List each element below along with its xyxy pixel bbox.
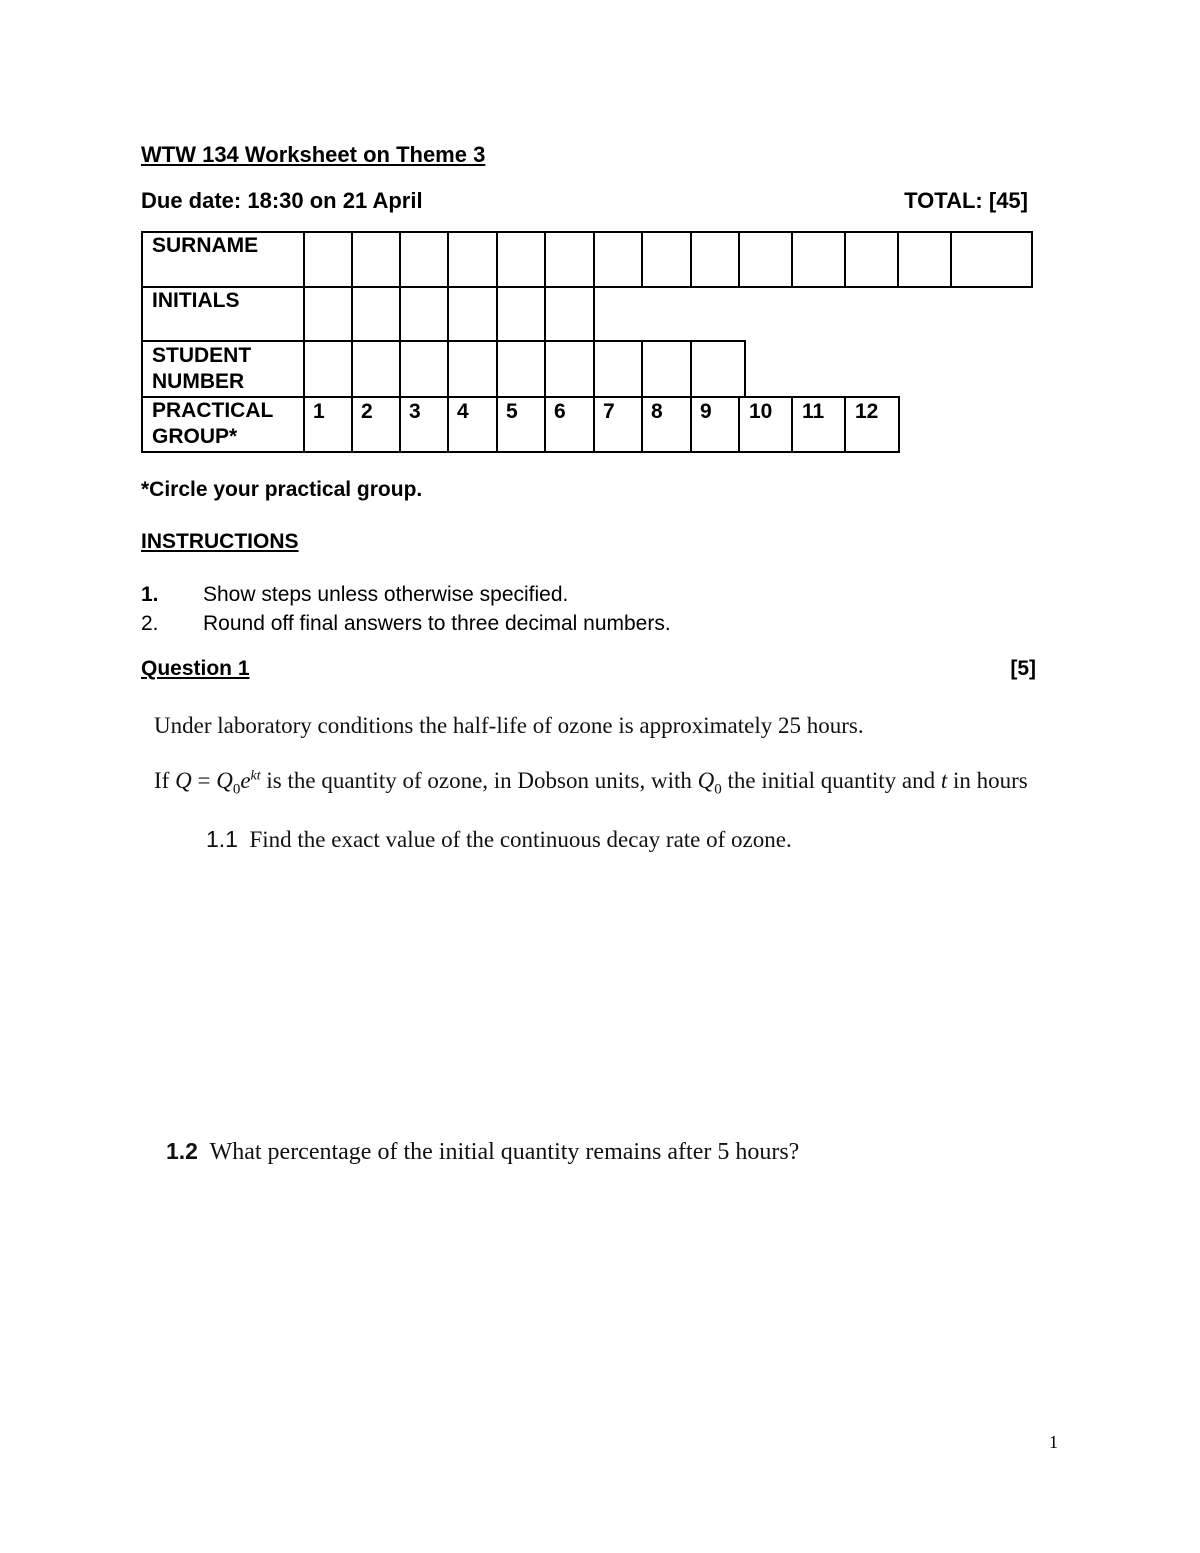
initials-box[interactable] [303,286,353,342]
student-number-box[interactable] [447,340,498,398]
surname-box[interactable] [447,231,498,288]
subquestion-1-1-text: Find the exact value of the continuous decay rate of ozone. [249,827,792,852]
student-number-box[interactable] [303,340,353,398]
formula-q0-subscript: 0 [232,781,241,798]
group-option[interactable] [641,396,692,453]
total-marks: TOTAL: [45] [904,188,1028,213]
surname-label: SURNAME [152,234,259,257]
page-number: 1 [1049,1432,1058,1452]
surname-box[interactable] [593,231,643,288]
formula-equals: = [197,768,211,793]
formula-text-1: is the quantity of ozone, in Dobson units, with [266,768,692,793]
surname-box[interactable] [844,231,899,288]
initials-box[interactable] [351,286,401,342]
formula-if: If [154,768,170,793]
group-number: 4 [457,400,469,423]
group-number: 2 [361,400,373,423]
initials-box[interactable] [447,286,498,342]
surname-box[interactable] [791,231,846,288]
initials-box[interactable] [496,286,546,342]
surname-box[interactable] [950,231,1033,288]
group-option[interactable] [447,396,498,453]
group-option[interactable] [303,396,353,453]
student-number-box[interactable] [351,340,401,398]
surname-box[interactable] [399,231,449,288]
surname-box[interactable] [303,231,353,288]
group-option[interactable] [690,396,740,453]
circle-group-note: *Circle your practical group. [141,478,423,501]
instruction-item [141,583,568,607]
group-number: 1 [313,400,325,423]
group-number: 6 [554,400,566,423]
instruction-item [141,612,671,636]
subquestion-1-2-number: 1.2 [166,1138,198,1164]
surname-box[interactable] [897,231,952,288]
group-number: 5 [506,400,518,423]
surname-box[interactable] [351,231,401,288]
formula-t: t [940,768,948,793]
group-number: 3 [409,400,421,423]
worksheet-title: WTW 134 Worksheet on Theme 3 [141,142,486,167]
initials-box[interactable] [544,286,595,342]
formula-kt: kt [250,768,261,784]
initials-label: INITIALS [152,289,240,312]
group-option[interactable] [593,396,643,453]
student-number-label: STUDENT NUMBER [152,344,252,393]
initials-box[interactable] [399,286,449,342]
group-option[interactable] [399,396,449,453]
surname-box[interactable] [544,231,595,288]
practical-group-label: PRACTICAL GROUP* [152,399,274,448]
subquestion-1-1 [206,826,792,853]
group-number: 12 [855,400,879,423]
formula-text-2: the initial quantity and [727,768,936,793]
subquestion-1-1-number: 1.1 [206,826,238,852]
question-1-heading: Question 1 [141,657,250,680]
student-number-box[interactable] [690,340,746,398]
formula-text-3: in hours [952,768,1028,793]
formula-q0b: Q [697,768,715,793]
instruction-number: 1. [141,583,159,606]
subquestion-1-2 [166,1138,799,1166]
question-1-marks: [5] [1010,657,1036,680]
formula-q0: Q [216,768,233,793]
student-number-box[interactable] [496,340,546,398]
student-number-box[interactable] [641,340,692,398]
surname-box[interactable] [690,231,740,288]
subquestion-1-2-text: What percentage of the initial quantity remains after 5 hours? [209,1139,800,1165]
instructions-heading: INSTRUCTIONS [141,530,299,553]
instruction-text: Round off final answers to three decimal numbers. [203,612,671,635]
surname-box[interactable] [641,231,692,288]
surname-box[interactable] [496,231,546,288]
group-number: 10 [749,400,773,423]
surname-box[interactable] [738,231,793,288]
question-1-formula-line [154,768,1028,799]
due-date: Due date: 18:30 on 21 April [141,188,423,213]
group-option[interactable] [351,396,401,453]
group-number: 11 [802,400,825,423]
group-number: 8 [651,400,663,423]
formula-q: Q [175,768,192,793]
formula-q0b-subscript: 0 [714,781,722,798]
question-1-intro: Under laboratory conditions the half-life of ozone is approximately 25 hours. [154,713,864,738]
group-option[interactable] [496,396,546,453]
formula-e: e [240,768,251,793]
student-number-box[interactable] [593,340,643,398]
instruction-text: Show steps unless otherwise specified. [203,583,569,606]
instruction-number: 2. [141,612,159,635]
student-number-box[interactable] [544,340,595,398]
group-number: 9 [700,400,712,423]
group-number: 7 [603,400,615,423]
student-number-box[interactable] [399,340,449,398]
group-option[interactable] [544,396,595,453]
